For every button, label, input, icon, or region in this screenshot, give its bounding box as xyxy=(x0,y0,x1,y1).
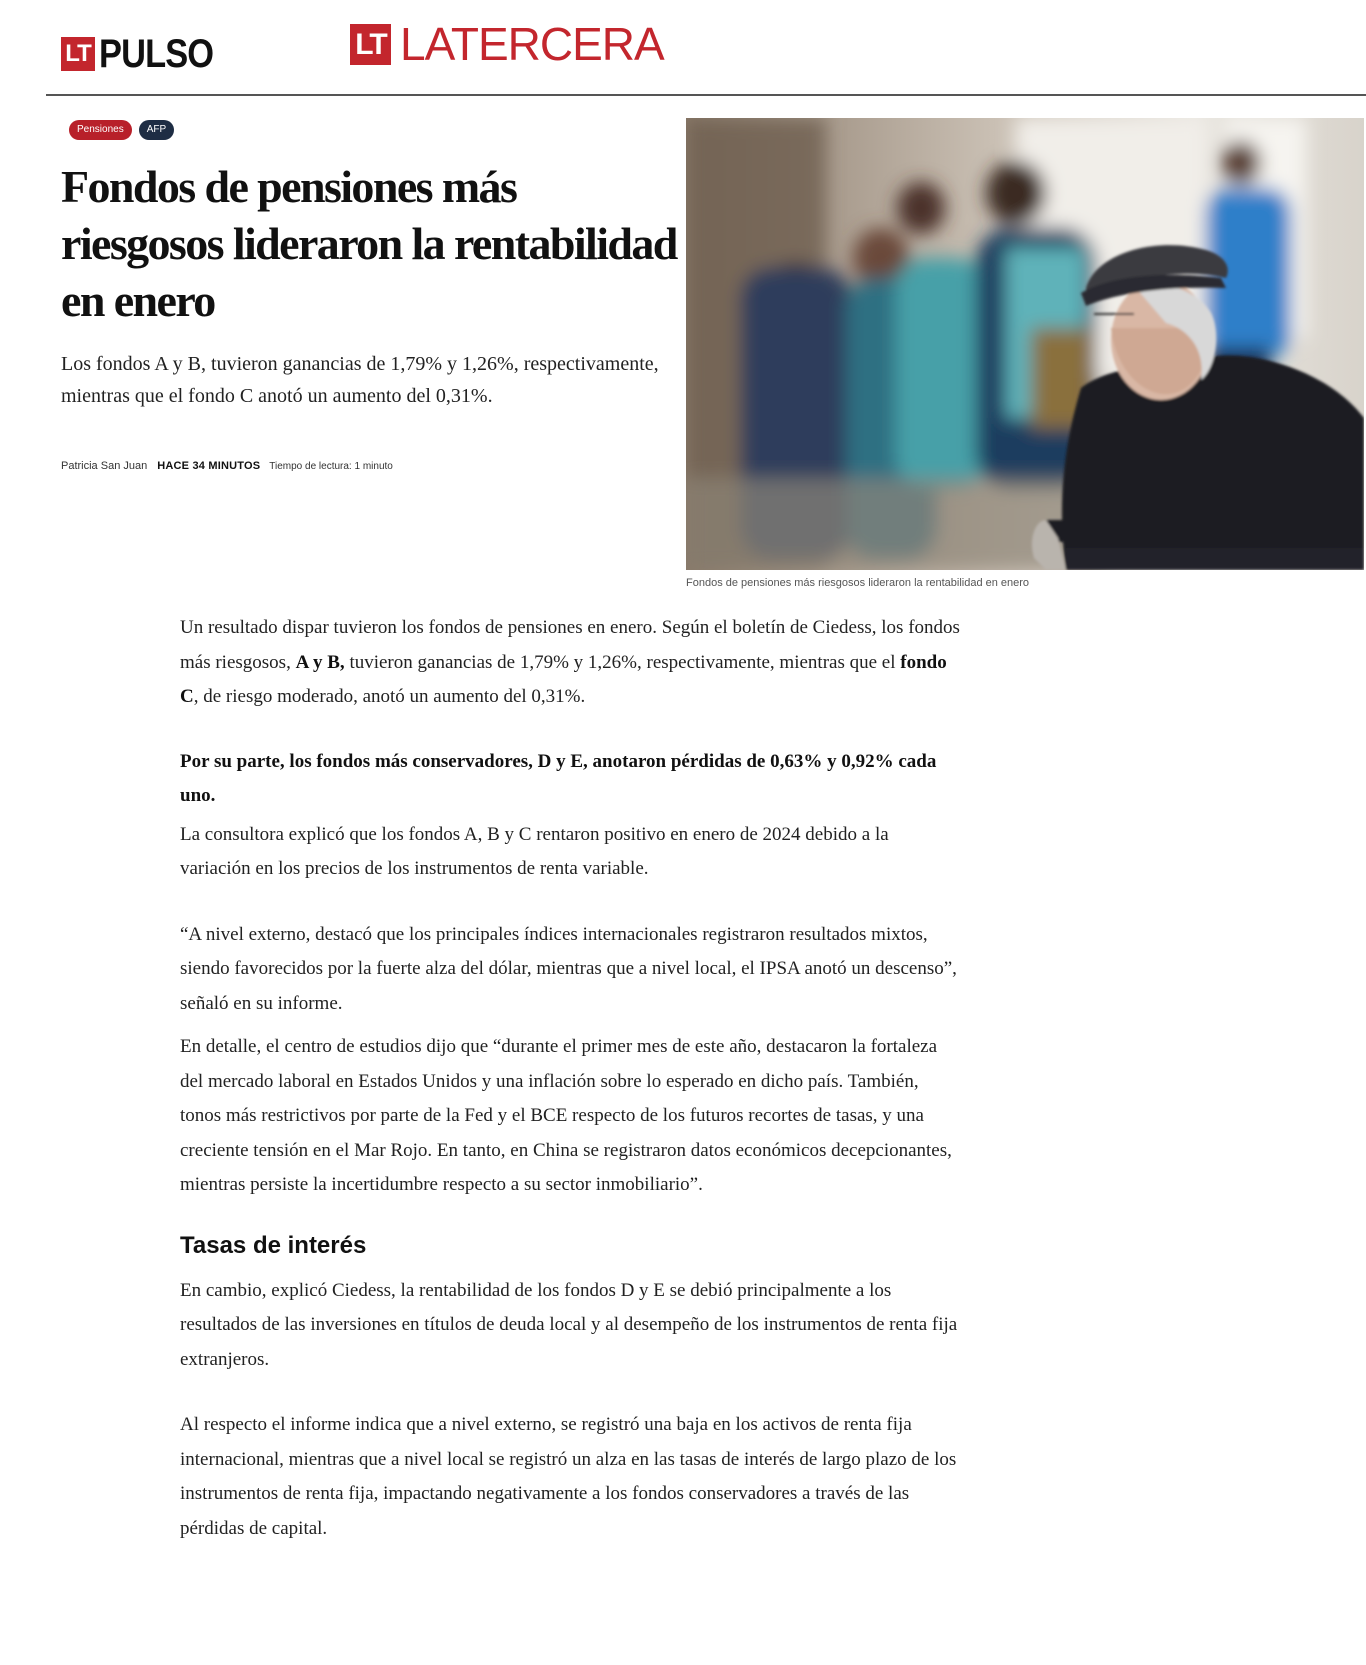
pulso-logo[interactable] xyxy=(61,32,232,76)
article-photo-illustration xyxy=(686,118,1364,570)
tag-afp[interactable]: AFP xyxy=(139,120,174,140)
pulso-logo-word: PULSO xyxy=(99,32,214,76)
article-image xyxy=(686,118,1364,570)
latercera-logo-word: LATERCERA xyxy=(400,18,664,70)
paragraph-2-highlight: Por su parte, los fondos más conservadores, D y E, anotaron pérdidas de 0,63% y 0,92% cada uno. xyxy=(180,750,937,806)
paragraph-4: “A nivel externo, destacó que los principales índices internacionales registraron resultados mixtos, siendo favorecidos por la fuerte alza del dólar, mientras que a nivel local, el IPSA anotó un descenso”, señaló en su informe. xyxy=(180,923,957,1014)
image-caption: Fondos de pensiones más riesgosos lideraron la rentabilidad en enero xyxy=(686,577,1030,589)
published-time: HACE 34 MINUTOS xyxy=(157,460,261,472)
article-tags xyxy=(69,120,174,140)
article-subhead: Los fondos A y B, tuvieron ganancias de 1,79% y 1,26%, respectivamente, mientras que el fondo C anotó un aumento del 0,31%. xyxy=(61,353,659,407)
paragraph-1: Un resultado dispar tuvieron los fondos de pensiones en enero. Según el boletín de Ciedess, los fondos más riesgosos, A y B, tuvieron ganancias de 1,79% y 1,26%, respectivamente, mientras que el fondo C, de riesgo moderado, anotó un aumento del 0,31%. xyxy=(180,617,960,707)
author-link[interactable]: Patricia San Juan xyxy=(61,460,148,472)
header-divider xyxy=(46,94,1366,96)
article-byline xyxy=(61,460,393,472)
latercera-logo[interactable] xyxy=(350,18,664,70)
reading-time: Tiempo de lectura: 1 minuto xyxy=(269,460,393,472)
paragraph-7: Al respecto el informe indica que a nivel externo, se registró una baja en los activos de renta fija internacional, mientras que a nivel local se registró un alza en las tasas de interés de largo plazo de los instrumentos de renta fija, impactando negativamente a los fondos conservadores a través de las pérdidas de capital. xyxy=(180,1414,957,1539)
article-body xyxy=(180,611,960,1546)
paragraph-6: En cambio, explicó Ciedess, la rentabilidad de los fondos D y E se debió principalmente a los resultados de las inversiones en títulos de deuda local y al desempeño de los instrumentos de renta fija extranjeros. xyxy=(180,1279,958,1370)
latercera-logo-badge: LT xyxy=(350,24,391,65)
article-headline: Fondos de pensiones más riesgosos lideraron la rentabilidad en enero xyxy=(61,161,677,326)
paragraph-5: En detalle, el centro de estudios dijo que “durante el primer mes de este año, destacaron la fortaleza del mercado laboral en Estados Unidos y una inflación sobre lo esperado en dicho país. También, tonos más restrictivos por parte de la Fed y el BCE respecto de los futuros recortes de tasas, y una creciente tensión en el Mar Rojo. En tanto, en China se registraron datos económicos decepcionantes, mientras persiste la incertidumbre respecto a su sector inmobiliario”. xyxy=(180,1036,952,1195)
tag-pensiones[interactable]: Pensiones xyxy=(69,120,132,140)
pulso-logo-badge: LT xyxy=(61,37,95,71)
section-subtitle: Tasas de interés xyxy=(180,1231,367,1259)
paragraph-3: La consultora explicó que los fondos A, B y C rentaron positivo en enero de 2024 debido a la variación en los precios de los instrumentos de renta variable. xyxy=(180,823,889,879)
